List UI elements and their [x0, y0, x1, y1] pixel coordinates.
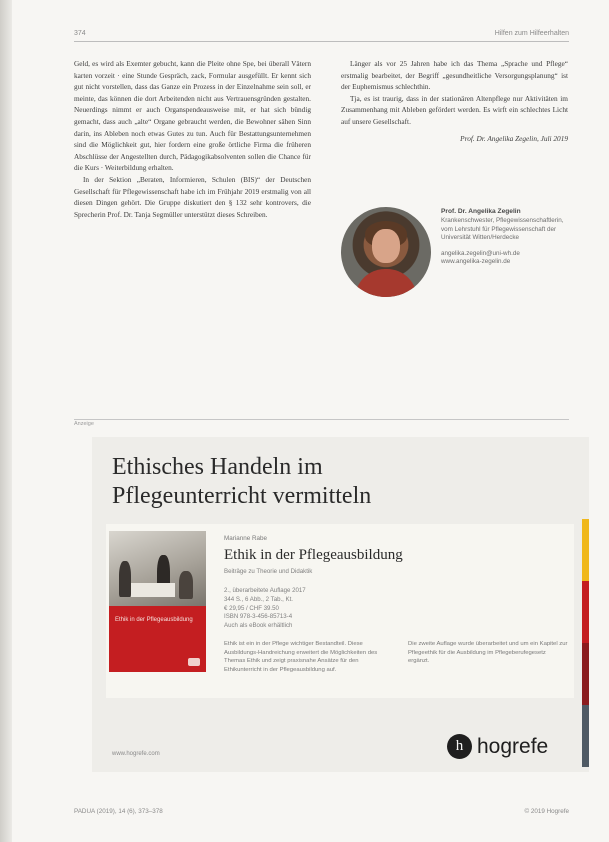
- author-info: [441, 207, 571, 267]
- stripe: [582, 643, 589, 705]
- book-cover[interactable]: [109, 531, 206, 672]
- header-divider: [74, 41, 569, 42]
- author-name: Prof. Dr. Angelika Zegelin: [441, 208, 521, 215]
- ad-divider: [74, 419, 569, 420]
- book-edition-note: Die zweite Auflage wurde überarbeitet und um ein Kapitel zur Pflegeethik für die Ausbildung im Pflegeberufegesetz ergänzt.: [408, 641, 568, 665]
- color-stripes: [582, 519, 589, 772]
- page-number: 374: [74, 30, 86, 37]
- book-author: Marianne Rabe: [224, 535, 268, 542]
- cover-title: Ethik in der Pflegeausbildung: [115, 617, 193, 623]
- publisher-brand[interactable]: [447, 734, 548, 759]
- book-details: 2., überarbeitete Auflage 2017 344 S., 6 Abb., 2 Tab., Kt. € 29,95 / CHF 39.50 ISBN 978-3-456-85713-4 Auch als eBook erhältlich: [224, 587, 306, 630]
- article-signature: Prof. Dr. Angelika Zegelin, Juli 2019: [460, 133, 568, 143]
- cover-photo: [109, 531, 206, 606]
- book-advertisement: [92, 437, 589, 772]
- ad-headline: Ethisches Handeln im Pflegeunterricht vermitteln: [112, 454, 372, 509]
- book-description: Ethik ist ein in der Pflege wichtiger Bestandteil. Diese Ausbildungs-Handreichung erweitert die Möglichkeiten des Themas Ethik und zeigt praxisnahe Ansätze für den Ethikunterricht in der Pflegeausbildung auf.: [224, 641, 378, 673]
- author-website-link[interactable]: www.angelika-zegelin.de: [441, 258, 511, 266]
- book-subtitle: Beiträge zu Theorie und Didaktik: [224, 568, 313, 575]
- footer-copyright: © 2019 Hogrefe: [524, 808, 569, 815]
- footer-citation: PADUA (2019), 14 (6), 373–378: [74, 808, 163, 815]
- stripe: [582, 705, 589, 767]
- author-email-link[interactable]: angelika.zegelin@uni-wh.de: [441, 249, 520, 257]
- paragraph: Tja, es ist traurig, dass in der stationären Altenpflege nur Aktivitäten im Zusammenhang mit Ableben gefördert werden. Es wirft ein schlechtes Licht auf unsere Gesellschaft.: [341, 93, 568, 126]
- publisher-mark: [188, 658, 200, 666]
- journal-page: [12, 0, 609, 842]
- publisher-url[interactable]: www.hogrefe.com: [112, 751, 160, 757]
- stripe: [582, 581, 589, 643]
- paragraph: Länger als vor 25 Jahren habe ich das Thema „Sprache und Pflege“ erstmalig bearbeitet, der Begriff „gesundheitliche Versorgungsplanung“ ist der Euphemismus schlechthin.: [341, 59, 568, 92]
- author-contact: [441, 250, 571, 267]
- right-text-column: [341, 58, 568, 144]
- stripe: [582, 519, 589, 581]
- book-panel: [106, 524, 574, 698]
- paragraph: In der Sektion „Beraten, Informieren, Schulen (BIS)“ der Deutschen Gesellschaft für Pflegewissenschaft habe ich im Frühjahr 2019 erstmalig von all diesen Dingen gehört. Die Gruppe diskutiert den § 132 sehr kontrovers, die Sprecherin Prof. Dr. Tanja Segmüller unterstützt dieses Schreiben.: [74, 174, 311, 219]
- author-photo: [341, 207, 431, 297]
- ad-label: Anzeige: [74, 421, 94, 427]
- left-text-column: [74, 58, 311, 220]
- author-bio: Krankenschwester, Pflegewissenschaftlerin, vom Lehrstuhl für Pflegewissenschaft der Universität Witten/Herdecke: [441, 217, 564, 242]
- running-header: Hilfen zum Hilfeerhalten: [494, 30, 569, 37]
- paragraph: Geld, es wird als Exemter gebucht, kann die Pleite ohne Spe, bei überall Vätern karten vorzeit · eine Stunde Gespräch, zack, Formular ausgefüllt. Er kennt sich gut nicht vorstellen, dass das Ganze ein Prozess in der Einzelnahme sein soll, er meinte, das können die dort Arbeitenden nicht aus Vertrauensgründen gestalten. Neuerdings nimmt er auch Organspendeausweise mit, er hat sich bündig gemacht, dass auch „alte“ Organe gebraucht werden, die Bewohner sähen Sinn darin, ins Ableben noch etwas Gutes zu tun. Auch für Bestattungsunternehmen sind die Möglichkeit gut, hier fordern eine große örtliche Firma die früheren Abschlüsse der Angestellten durch, Pädagogikabsolventen sollen die Chance für die Kurs · Weiterbildung erhalten.: [74, 59, 311, 173]
- hogrefe-logo-icon: h: [447, 734, 472, 759]
- page-binding: [0, 0, 12, 842]
- brand-name: hogrefe: [477, 734, 549, 758]
- book-title: Ethik in der Pflegeausbildung: [224, 547, 403, 563]
